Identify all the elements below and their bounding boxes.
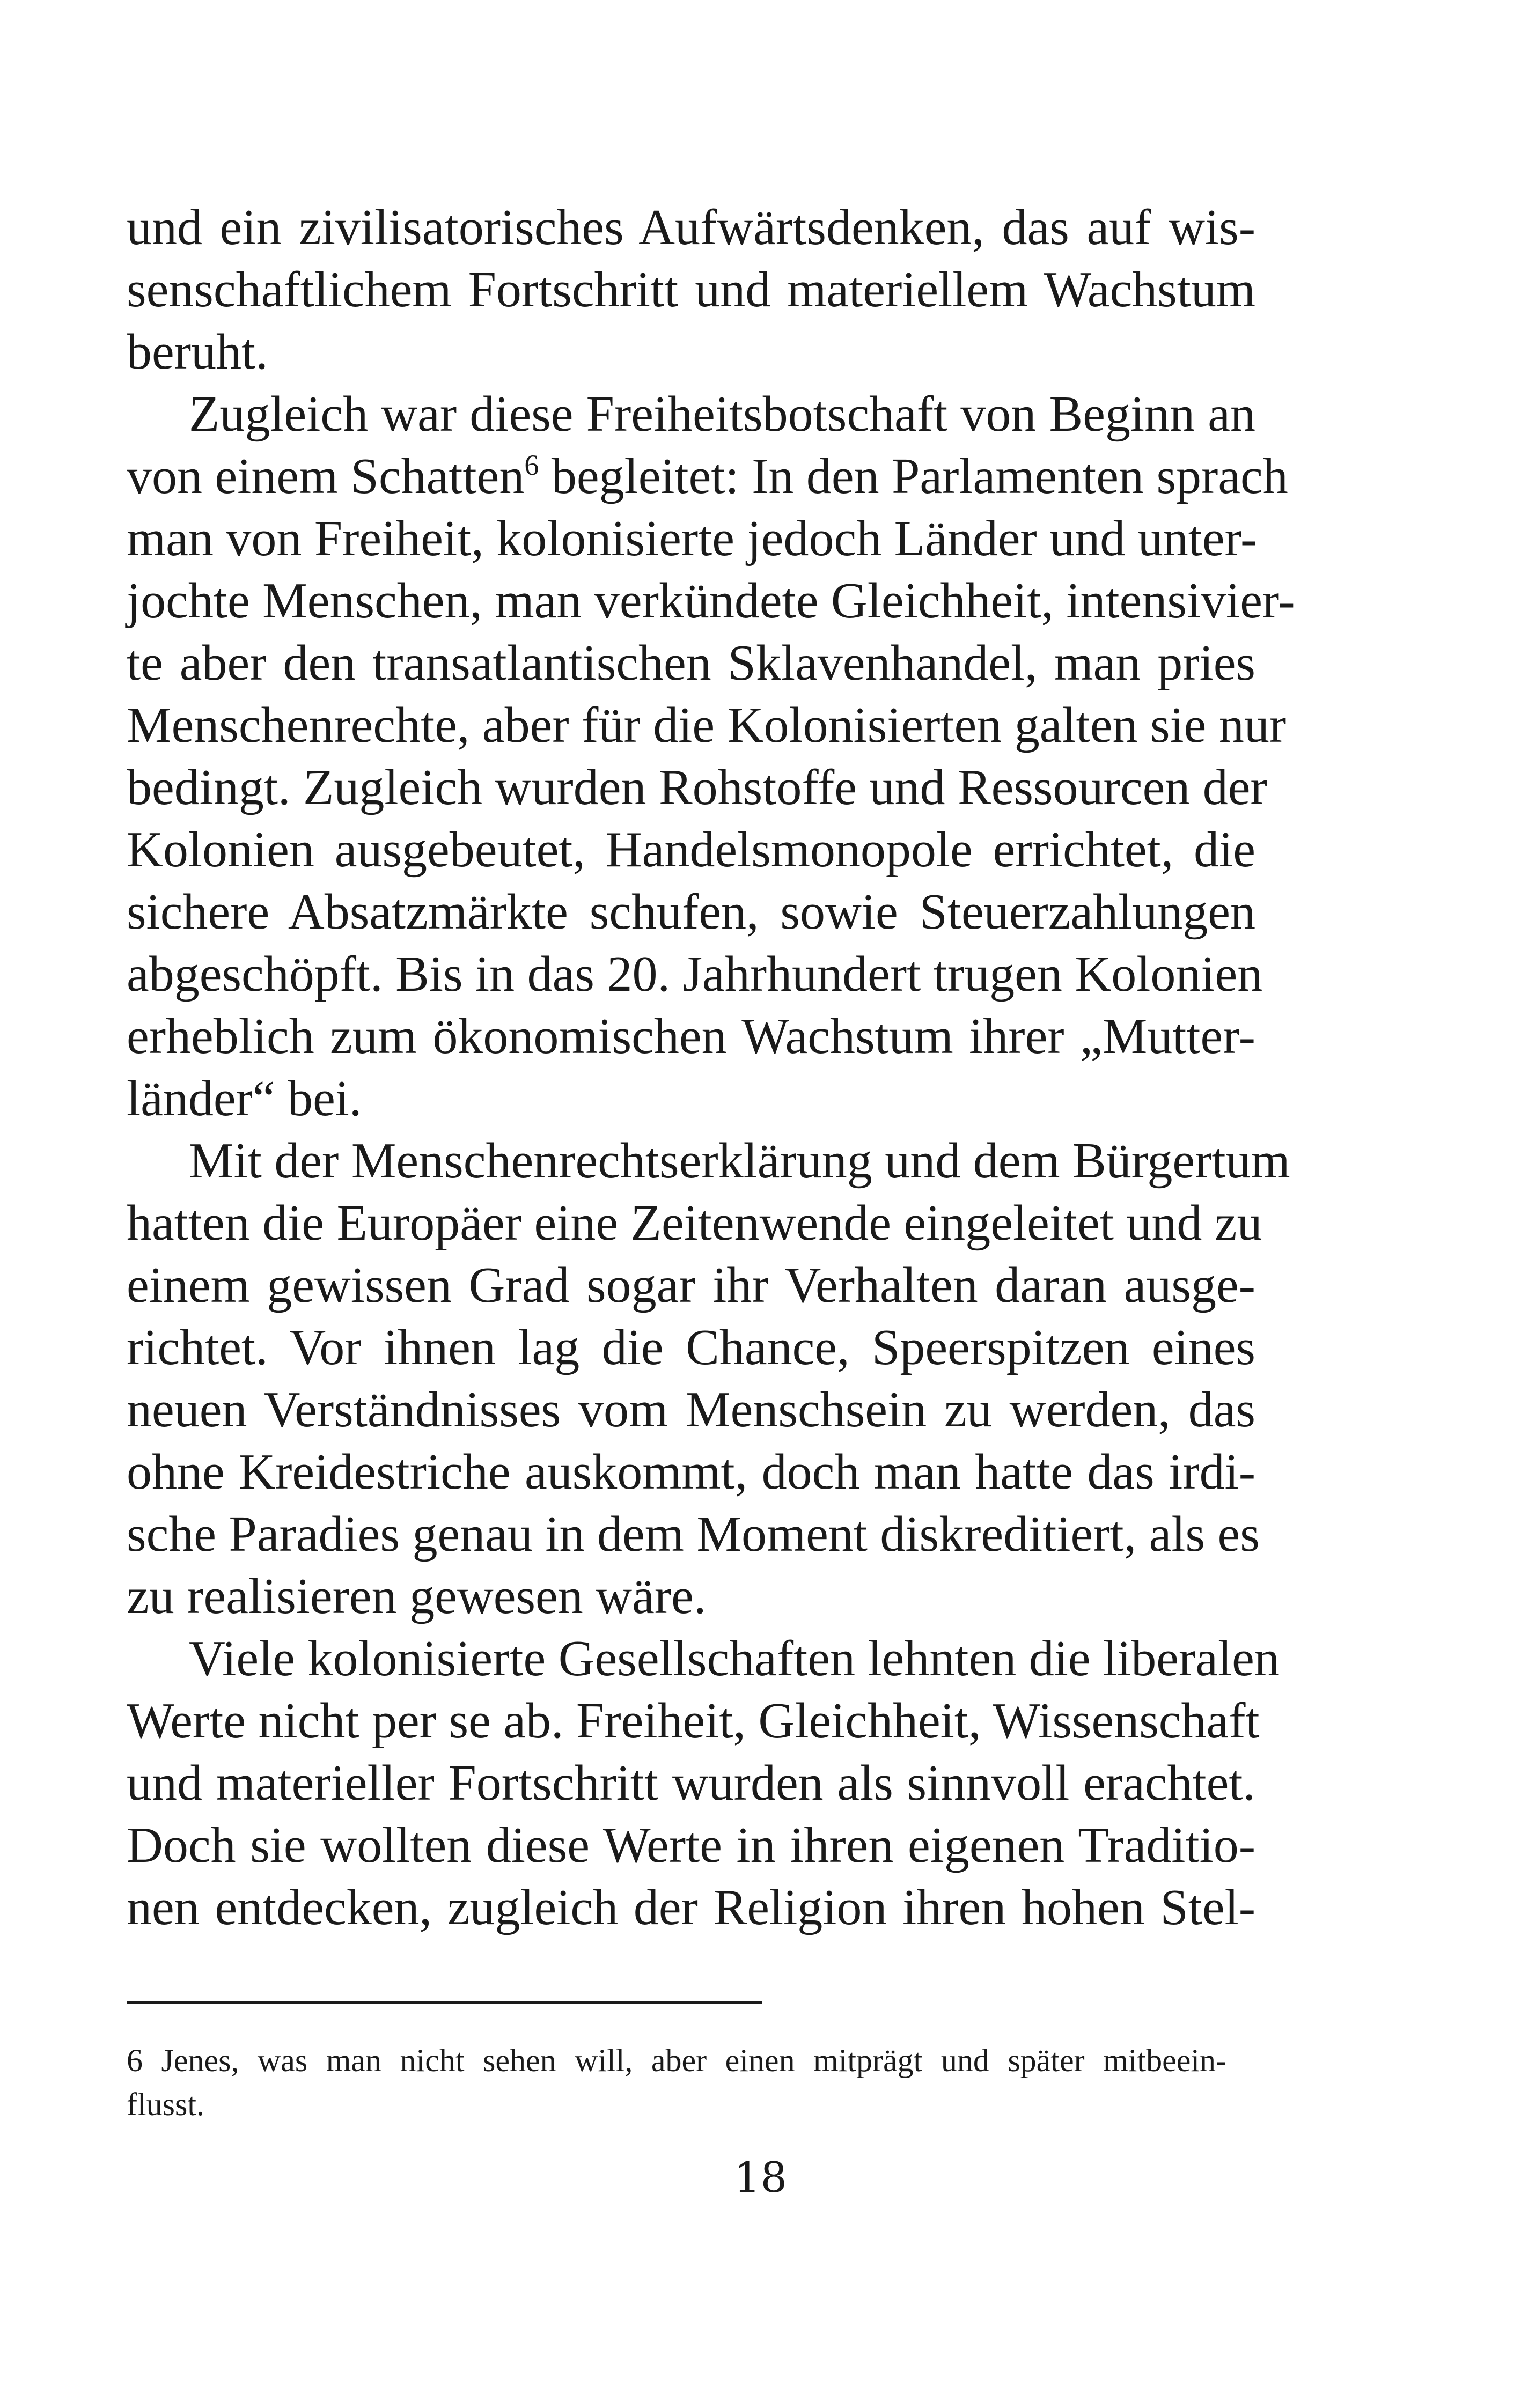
text-line: Menschenrechte, aber für die Kolonisierten galten sie nur [127, 697, 1287, 753]
text-line: beruht. [127, 324, 268, 380]
text-line: abgeschöpft. Bis in das 20. Jahrhundert trugen Kolonien [127, 946, 1263, 1002]
text-line: Zugleich war diese Freiheitsbotschaft von Beginn an [189, 386, 1255, 442]
footnote-line: 6 Jenes, was man nicht sehen will, aber einen mitprägt und später mitbeein- [127, 2043, 1226, 2078]
text-segment: begleitet: In den Parlamenten sprach [539, 448, 1288, 504]
text-line: ohne Kreidestriche auskommt, doch man hatte das irdi- [127, 1444, 1255, 1500]
text-line: zu realisieren gewesen wäre. [127, 1568, 707, 1624]
text-segment: von einem Schatten [127, 448, 525, 504]
footnote-reference[interactable]: 6 [524, 449, 539, 481]
text-line: sche Paradies genau in dem Moment diskreditiert, als es [127, 1506, 1260, 1562]
text-line: man von Freiheit, kolonisierte jedoch Länder und unter- [127, 511, 1258, 566]
text-line: nen entdecken, zugleich der Religion ihren hohen Stel- [127, 1880, 1255, 1935]
text-line: einem gewissen Grad sogar ihr Verhalten daran ausge- [127, 1257, 1255, 1313]
text-line: neuen Verständnisses vom Menschsein zu werden, das [127, 1382, 1255, 1438]
text-line: sichere Absatzmärkte schufen, sowie Steuerzahlungen [127, 884, 1255, 940]
footnote-divider [127, 2001, 762, 2004]
text-line: hatten die Europäer eine Zeitenwende eingeleitet und zu [127, 1195, 1262, 1251]
text-line: bedingt. Zugleich wurden Rohstoffe und Ressourcen der [127, 760, 1267, 815]
text-line [127, 445, 1288, 507]
text-line: Werte nicht per se ab. Freiheit, Gleichheit, Wissenschaft [127, 1693, 1260, 1749]
text-line: Viele kolonisierte Gesellschaften lehnten die liberalen [189, 1631, 1280, 1687]
text-line: länder“ bei. [127, 1071, 362, 1126]
text-line: und ein zivilisatorisches Aufwärtsdenken, das auf wis- [127, 200, 1255, 255]
text-line: richtet. Vor ihnen lag die Chance, Speerspitzen eines [127, 1320, 1255, 1375]
text-line: senschaftlichem Fortschritt und materiellem Wachstum [127, 262, 1255, 318]
text-line: jochte Menschen, man verkündete Gleichheit, intensivier- [127, 573, 1295, 629]
text-line: Mit der Menschenrechtserklärung und dem Bürgertum [189, 1133, 1290, 1189]
page-number: 18 [733, 2154, 788, 2202]
text-line: Kolonien ausgebeutet, Handelsmonopole errichtet, die [127, 822, 1255, 878]
text-line: Doch sie wollten diese Werte in ihren eigenen Traditio- [127, 1817, 1255, 1873]
text-line: te aber den transatlantischen Sklavenhandel, man pries [127, 635, 1255, 691]
text-line: und materieller Fortschritt wurden als sinnvoll erachtet. [127, 1755, 1255, 1811]
body-text [127, 196, 1295, 1939]
footnote [127, 2038, 1226, 2126]
footnote-line: flusst. [127, 2087, 205, 2122]
text-line: erheblich zum ökonomischen Wachstum ihrer „Mutter- [127, 1008, 1255, 1064]
